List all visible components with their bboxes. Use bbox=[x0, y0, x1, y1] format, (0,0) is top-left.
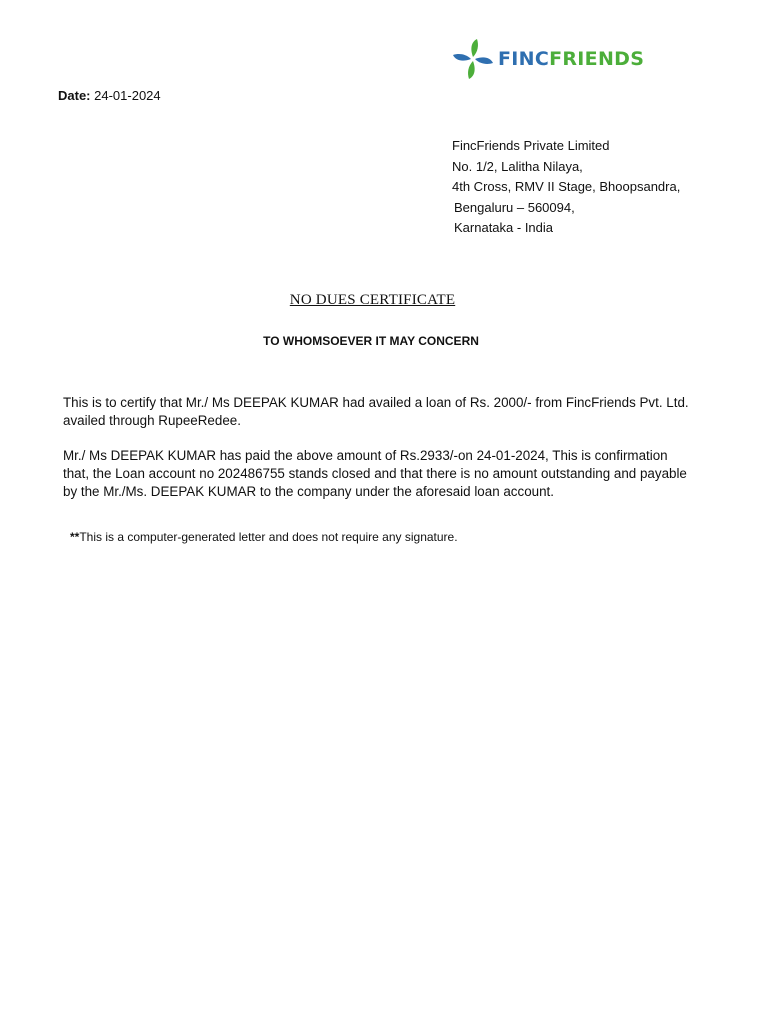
address-line: 4th Cross, RMV II Stage, Bhoopsandra, bbox=[452, 179, 681, 194]
brand-name-part2: FRIENDS bbox=[549, 48, 645, 70]
brand-name-part1: FINC bbox=[498, 48, 550, 70]
body-paragraph-1 bbox=[63, 394, 743, 430]
paragraph-line: that, the Loan account no 202486755 stands closed and that there is no amount outstanding and payable bbox=[63, 466, 687, 481]
brand-wordmark bbox=[498, 48, 644, 70]
paragraph-line: Mr./ Ms DEEPAK KUMAR has paid the above amount of Rs.2933/-on 24-01-2024, This is confirmation bbox=[63, 448, 668, 463]
computer-generated-note bbox=[70, 530, 458, 544]
concern-heading: TO WHOMSOEVER IT MAY CONCERN bbox=[263, 334, 479, 348]
note-stars: ** bbox=[70, 530, 80, 544]
address-line: No. 1/2, Lalitha Nilaya, bbox=[452, 158, 583, 174]
pinwheel-logo-icon bbox=[452, 38, 494, 80]
company-logo bbox=[452, 38, 644, 80]
date-label: Date: bbox=[58, 88, 91, 103]
address-line: FincFriends Private Limited bbox=[452, 138, 610, 153]
company-address bbox=[452, 136, 680, 239]
address-line: Bengaluru – 560094, bbox=[454, 199, 575, 215]
date-value: 24-01-2024 bbox=[94, 88, 161, 103]
letter-date bbox=[58, 88, 161, 103]
paragraph-line: This is to certify that Mr./ Ms DEEPAK KUMAR had availed a loan of Rs. 2000/- from FincFriends Pvt. Ltd. bbox=[63, 395, 689, 410]
note-text: This is a computer-generated letter and does not require any signature. bbox=[79, 530, 458, 544]
paragraph-line: availed through RupeeRedee. bbox=[63, 413, 241, 428]
paragraph-line: by the Mr./Ms. DEEPAK KUMAR to the company under the aforesaid loan account. bbox=[63, 484, 554, 499]
body-paragraph-2 bbox=[63, 447, 743, 501]
address-line: Karnataka - India bbox=[454, 220, 554, 235]
certificate-title: NO DUES CERTIFICATE bbox=[289, 292, 456, 308]
